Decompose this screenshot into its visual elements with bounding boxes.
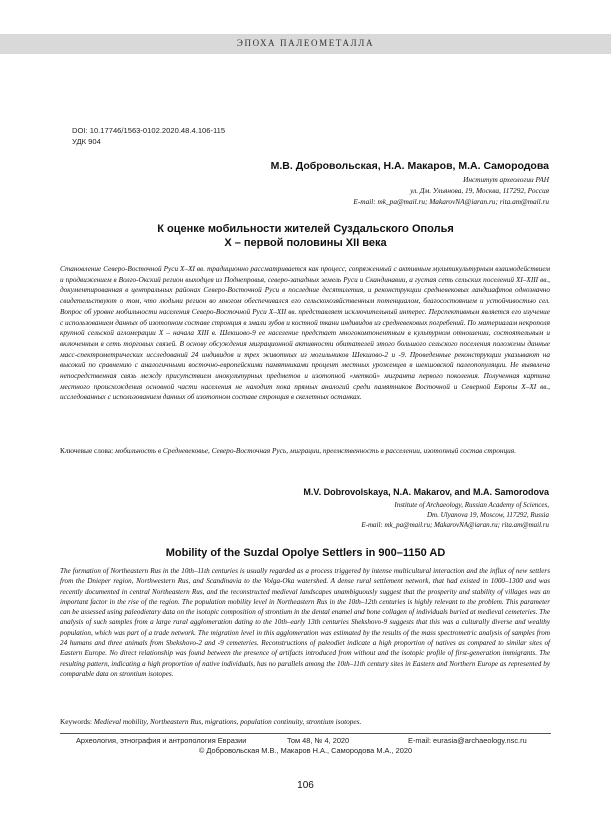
keywords-ru-text: мобильность в Средневековье, Северо-Восточная Русь, миграции, преемственность в расселении, изотопный состав стронция.: [114, 446, 517, 455]
footer-copyright: © Добровольская М.В., Макаров Н.А., Самородова М.А., 2020: [198, 746, 413, 755]
keywords-en-label: Keywords:: [60, 717, 93, 726]
affiliation-en: Institute of Archaeology, Russian Academy of Sciences,: [394, 501, 549, 509]
footer-rule: [60, 733, 551, 734]
udk: УДК 904: [72, 137, 101, 146]
address-ru: ул. Дм. Ульянова, 19, Москва, 117292, Россия: [410, 186, 549, 195]
email-en: E-mail: mk_pa@mail.ru; MakarovNA@iaran.ru; rita.am@mail.ru: [361, 521, 549, 529]
footer-email: E-mail: eurasia@archaeology.nsc.ru: [408, 736, 527, 745]
email-ru: E-mail: mk_pa@mail.ru; MakarovNA@iaran.ru; rita.am@mail.ru: [353, 197, 549, 206]
authors-en: M.V. Dobrovolskaya, N.A. Makarov, and M.A. Samorodova: [303, 487, 549, 497]
keywords-ru: [60, 446, 550, 457]
title-en: Mobility of the Suzdal Opolye Settlers in 900–1150 AD: [165, 547, 446, 559]
authors-ru: М.В. Добровольская, Н.А. Макаров, М.А. Самородова: [270, 160, 549, 172]
doi: DOI: 10.17746/1563-0102.2020.48.4.106-115: [72, 126, 226, 135]
page-number: 106: [297, 780, 314, 791]
abstract-en: The formation of Northeastern Rus in the 10th–11th centuries is usually regarded as a process triggered by intense multicultural interaction and the influx of new settlers from the Dnieper region, Northwestern Rus, and Scandinavia to the Volga-Oka watershed. A dense rural settlement network, that had existed in 1000–1300 and was recently documented in central Northeastern Rus, and the reconstructed medieval landscapes unambiguously suggest that the prosperity and stability of villages was an important factor in the rise of the region. The population mobility level in Northeastern Rus in the 10th–12th centuries is highly relevant to the problem. This parameter can be assessed using paleodietary data on the isotopic composition of strontium in the dental enamel and bone collagen of individuals buried at medieval cemeteries. The analysis of such samples from a large rural agglomeration dating to the 10th–early 13th centuries Shekshovo-9 suggests that this was a culturally diverse and wealthy population, which was part of a trade network. The migration level in this agglomeration was estimated by the results of the mass spectrometric analysis of samples from 24 humans and three animals from Shekshovo-2 and -9 cemeteries. Reconstructions of paleodiet indicate a high proportion of natives as compared to similar sites of Eastern Europe. No direct relationship was found between the presence of artifacts introduced from without and the isotopic profile of first-generation immigrants. The resulting pattern, indicating a high proportion of native individuals, has no parallels among the 10th–11th century sites in Eastern and Northern Europe as represented by comparable data on strontium isotopes.: [60, 567, 550, 678]
keywords-ru-label: Ключевые слова:: [60, 446, 114, 455]
footer-volume: Том 48, № 4, 2020: [287, 736, 350, 745]
abstract-ru: Становление Северо-Восточной Руси X–XI вв. традиционно рассматривается как процесс, сопряженный с активным мультикультурным взаимодействием и продвижением в Волго-Окский регион выходцев из Поднепровья, северо-западных земель Руси и Скандинавии, а густая сеть сельских поселений XI–XIII вв., документированная в центральных районах Северо-Восточной Руси в последние десятилетия, и реконструкции средневековых ландшафтов однозначно свидетельствуют о том, что людьми регион во многом обеспечивался его сельскохозяйственным потенциалом, благосостоянием и устойчивостью сел. Вопрос об уровне мобильности населения Северо-Восточной Руси X–XII вв. представляет исключительный интерес. Перспективным является его изучение с использованием данных об изотопном составе стронция в эмали зубов и костной ткани индивидов из средневековых погребений. По материалам некрополя крупной сельской агломерации X – начала XIII в. Шекшово-9 ее население предстает многокомпонентным в культурном отношении, состоятельным и включенным в сеть торговых связей. В основу обсуждения миграционной активности обитателей этого большого сельского поселения положены данные масс-спектрометрических исследований 24 индивидов и трех животных из могильников Шекшово-2 и -9. Проведенные реконструкции указывают на высокий по сравнению с аналогичными восточно-европейскими памятниками процент местных уроженцев в шекшовской палеопопуляции. Не выявлена непосредственная связь между присутствием инокультурных предметов и изотопной «меткой» мигранта первого поколения. Полученная картина местного происхождения основной части населения не находит пока прямых аналогий среди памятников Восточной и Северной Европы X–XI вв., исследованных с использованием данных об изотопном составе стронция в скелетных останках.: [60, 265, 550, 402]
address-en: Dm. Ulyanova 19, Moscow, 117292, Russia: [426, 511, 549, 519]
section-title: ЭПОХА ПАЛЕОМЕТАЛЛА: [236, 38, 375, 48]
title-ru-line1: К оценке мобильности жителей Суздальского Ополья: [157, 223, 454, 235]
title-ru-line2: X – первой половины XII века: [224, 237, 387, 249]
footer-journal: Археология, этнография и антропология Евразии: [76, 736, 247, 745]
keywords-en: [60, 717, 550, 728]
affiliation-ru: Институт археологии РАН: [463, 175, 549, 184]
keywords-en-text: Medieval mobility, Northeastern Rus, migrations, population continuity, strontium isotopes.: [93, 717, 362, 726]
